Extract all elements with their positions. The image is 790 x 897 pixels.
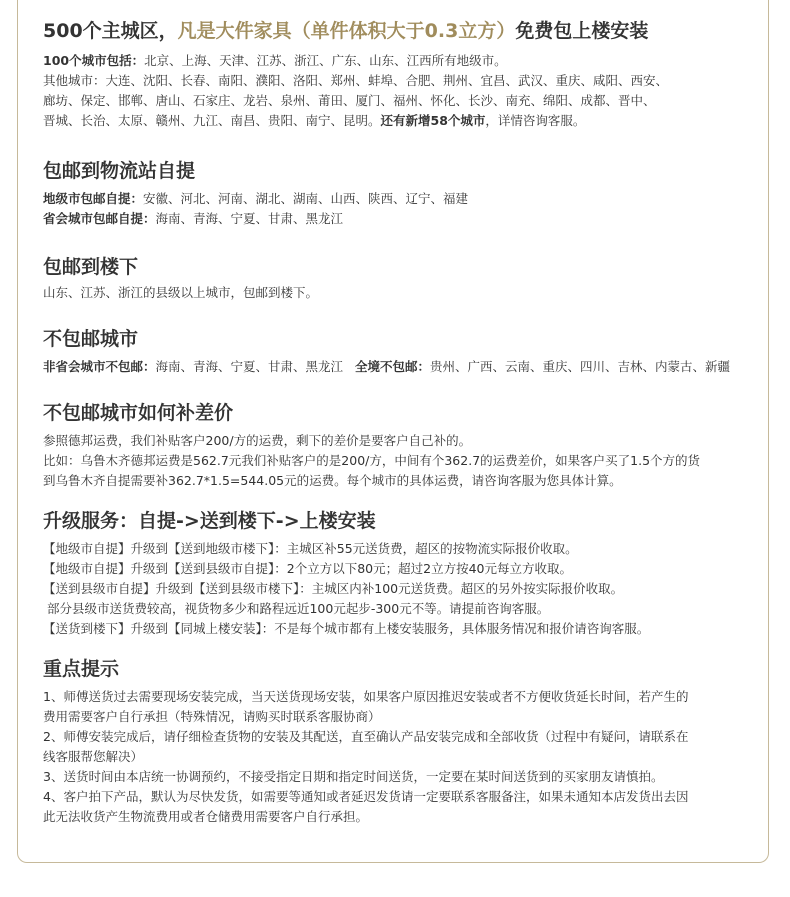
text-line: 此无法收货产生物流费用或者仓储费用需要客户自行承担。 [43,809,369,824]
text-line: 到乌鲁木齐自提需要补362.7*1.5=544.05元的运费。每个城市的具体运费，请咨询客服为您具体计算。 [43,473,622,488]
text-line: 【地级市自提】升级到【送到地级市楼下】：主城区补55元送货费，超区的按物流实际报价收取。 [43,541,578,556]
text-line: 部分县级市送货费较高，视货物多少和路程远近100元起步-300元不等。请提前咨询客服。 [43,601,550,616]
text-line: 晋城、长治、太原、赣州、九江、南昌、贵阳、南宁、昆明。还有新增58个城市，详情咨询客服。 [43,113,586,128]
section-title: 升级服务：自提->送到楼下->上楼安装 [43,510,376,532]
text-line: 【送到县级市自提】升级到【送到县级市楼下】：主城区内补100元送货费。超区的另外按实际报价收取。 [43,581,624,596]
text-line: 其他城市：大连、沈阳、长春、南阳、濮阳、洛阳、郑州、蚌埠、合肥、荆州、宜昌、武汉、重庆、咸阳、西安、 [43,73,669,88]
text-line: 非省会城市不包邮：海南、青海、宁夏、甘肃、黑龙江 全境不包邮：贵州、广西、云南、重庆、四川、吉林、内蒙古、新疆 [43,359,730,374]
text-line: 参照德邦运费，我们补贴客户200/方的运费，剩下的差价是要客户自己补的。 [43,433,472,448]
text-line: 山东、江苏、浙江的县级以上城市，包邮到楼下。 [43,285,319,300]
text-line: 线客服帮您解决） [43,749,144,764]
text-line: 比如：乌鲁木齐德邦运费是562.7元我们补贴客户的是200/方，中间有个362.7的运费差价，如果客户买了1.5个方的货 [43,453,701,468]
text-line: 3、送货时间由本店统一协调预约，不接受指定日期和指定时间送货，一定要在某时间送货到的买家朋友请慎拍。 [43,769,664,784]
text-line: 2、师傅安装完成后，请仔细检查货物的安装及其配送，直至确认产品安装完成和全部收货（过程中有疑问，请联系在 [43,729,689,744]
text-line: 廊坊、保定、邯郸、唐山、石家庄、龙岩、泉州、莆田、厦门、福州、怀化、长沙、南充、绵阳、成都、晋中、 [43,93,656,108]
section-title: 包邮到楼下 [43,256,139,278]
section-price-difference [43,400,763,491]
text-line: 100个城市包括：北京、上海、天津、江苏、浙江、广东、山东、江西所有地级市。 [43,53,507,68]
section-logistics-pickup [43,158,763,229]
text-line: 【地级市自提】升级到【送到县级市自提】：2个立方以下80元；超过2立方按40元每立方收取。 [43,561,572,576]
section-downstairs [43,254,763,303]
section-free-install [43,18,763,131]
section-upgrade-service [43,508,763,639]
section-title: 重点提示 [43,658,120,680]
text-line: 地级市包邮自提：安徽、河北、河南、湖北、湖南、山西、陕西、辽宁、福建 [43,191,469,206]
section-title: 不包邮城市 [43,328,139,350]
section-title: 500个主城区，凡是大件家具（单件体积大于0.3立方）免费包上楼安装 [43,20,649,42]
section-key-tips [43,656,763,827]
section-title: 包邮到物流站自提 [43,160,196,182]
section-title: 不包邮城市如何补差价 [43,402,234,424]
text-line: 费用需要客户自行承担（特殊情况，请购买时联系客服协商） [43,709,381,724]
text-line: 省会城市包邮自提：海南、青海、宁夏、甘肃、黑龙江 [43,211,344,226]
text-line: 1、师傅送货过去需要现场安装完成，当天送货现场安装，如果客户原因推迟安装或者不方便收货延长时间，若产生的 [43,689,689,704]
section-no-free-shipping [43,326,763,377]
text-line: 4、客户拍下产品，默认为尽快发货，如需要等通知或者延迟发货请一定要联系客服备注，如果未通知本店发货出去因 [43,789,689,804]
text-line: 【送货到楼下】升级到【同城上楼安装】：不是每个城市都有上楼安装服务，具体服务情况和报价请咨询客服。 [43,621,650,636]
